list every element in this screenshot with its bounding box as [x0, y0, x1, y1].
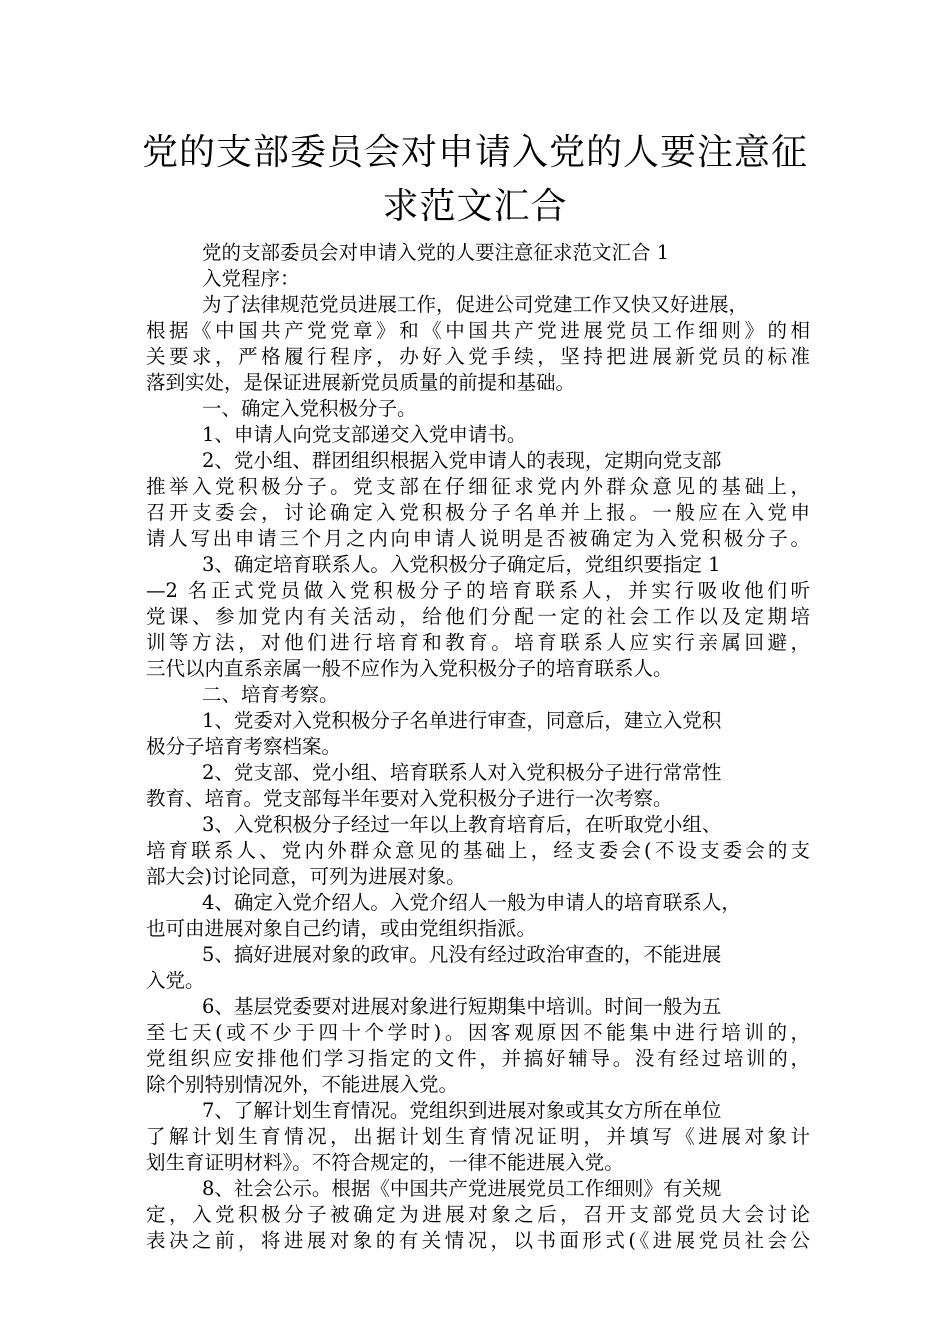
body-text-line: 定，入党积极分子被确定为进展对象之后，召开支部党员大会讨论: [146, 1203, 810, 1226]
body-text-line: 1、申请人向党支部递交入党申请书。: [202, 423, 527, 446]
body-text-line: 至七天(或不少于四十个学时)。因客观原因不能集中进行培训的，: [146, 1021, 810, 1044]
body-text-line: 5、搞好进展对象的政审。凡没有经过政治审查的，不能进展: [202, 943, 722, 966]
body-text-line: 召开支委会，讨论确定入党积极分子名单并上报。一般应在入党申: [146, 501, 810, 524]
title-line-1: 党的支部委员会对申请入党的人要注意征: [141, 132, 808, 173]
body-text-line: 6、基层党委要对进展对象进行短期集中培训。时间一般为五: [202, 995, 722, 1018]
body-text-line: 4、确定入党介绍人。入党介绍人一般为申请人的培育联系人，: [202, 891, 741, 914]
body-text-line: 8、社会公示。根据《中国共产党进展党员工作细则》有关规: [202, 1177, 722, 1200]
body-text-line: 7、了解计划生育情况。党组织到进展对象或其女方所在单位: [202, 1099, 722, 1122]
body-text-line: 极分子培育考察档案。: [146, 735, 342, 758]
body-text-line: 训等方法，对他们进行培育和教育。培育联系人应实行亲属回避，: [146, 631, 810, 654]
body-text-line: 除个别特别情况外，不能进展入党。: [146, 1073, 459, 1096]
body-text-line: 3、入党积极分子经过一年以上教育培育后，在听取党小组、: [202, 813, 722, 836]
body-text-line: 3、确定培育联系人。入党积极分子确定后，党组织要指定 1: [202, 553, 721, 576]
body-text-line: 入党。: [146, 969, 205, 992]
body-text-line: 三代以内直系亲属一般不应作为入党积极分子的培育联系人。: [146, 657, 673, 680]
body-text-line: 关要求，严格履行程序，办好入党手续，坚持把进展新党员的标准: [146, 345, 810, 368]
body-text-line: 二、培育考察。: [202, 683, 339, 706]
document-title: [100, 126, 850, 234]
title-line-2: 求范文汇合: [382, 186, 568, 227]
body-text-line: 表决之前，将进展对象的有关情况，以书面形式(《进展党员社会公: [146, 1229, 810, 1252]
body-text-line: 一、确定入党积极分子。: [202, 397, 417, 420]
body-text-line: 2、党小组、群团组织根据入党申请人的表现，定期向党支部: [202, 449, 722, 472]
body-text-line: 为了法律规范党员进展工作，促进公司党建工作又快又好进展，: [202, 293, 749, 316]
body-text-line: 落到实处，是保证进展新党员质量的前提和基础。: [146, 371, 576, 394]
body-text-line: 部大会)讨论同意，可列为进展对象。: [146, 865, 466, 888]
body-text-line: —2 名正式党员做入党积极分子的培育联系人，并实行吸收他们听: [146, 579, 810, 602]
body-text-line: 推举入党积极分子。党支部在仔细征求党内外群众意见的基础上，: [146, 475, 810, 498]
body-text-line: 了解计划生育情况，出据计划生育情况证明，并填写《进展对象计: [146, 1125, 810, 1148]
body-text-line: 也可由进展对象自己约请，或由党组织指派。: [146, 917, 537, 940]
body-text-line: 党组织应安排他们学习指定的文件，并搞好辅导。没有经过培训的，: [146, 1047, 810, 1070]
body-text-line: 教育、培育。党支部每半年要对入党积极分子进行一次考察。: [146, 787, 673, 810]
body-text-line: 1、党委对入党积极分子名单进行审查，同意后，建立入党积: [202, 709, 722, 732]
body-text-line: 2、党支部、党小组、培育联系人对入党积极分子进行常常性: [202, 761, 722, 784]
body-text-line: 根据《中国共产党党章》和《中国共产党进展党员工作细则》的相: [146, 319, 810, 342]
body-text-line: 请人写出申请三个月之内向申请人说明是否被确定为入党积极分子。: [146, 527, 810, 550]
body-text-line: 党的支部委员会对申请入党的人要注意征求范文汇合 1: [202, 241, 670, 264]
body-text-line: 培育联系人、党内外群众意见的基础上，经支委会(不设支委会的支: [146, 839, 810, 862]
body-text-line: 入党程序：: [202, 267, 300, 290]
body-text-line: 划生育证明材料》。不符合规定的，一律不能进展入党。: [146, 1151, 624, 1174]
body-text-line: 党课、参加党内有关活动，给他们分配一定的社会工作以及定期培: [146, 605, 810, 628]
document-body: [146, 240, 810, 1254]
